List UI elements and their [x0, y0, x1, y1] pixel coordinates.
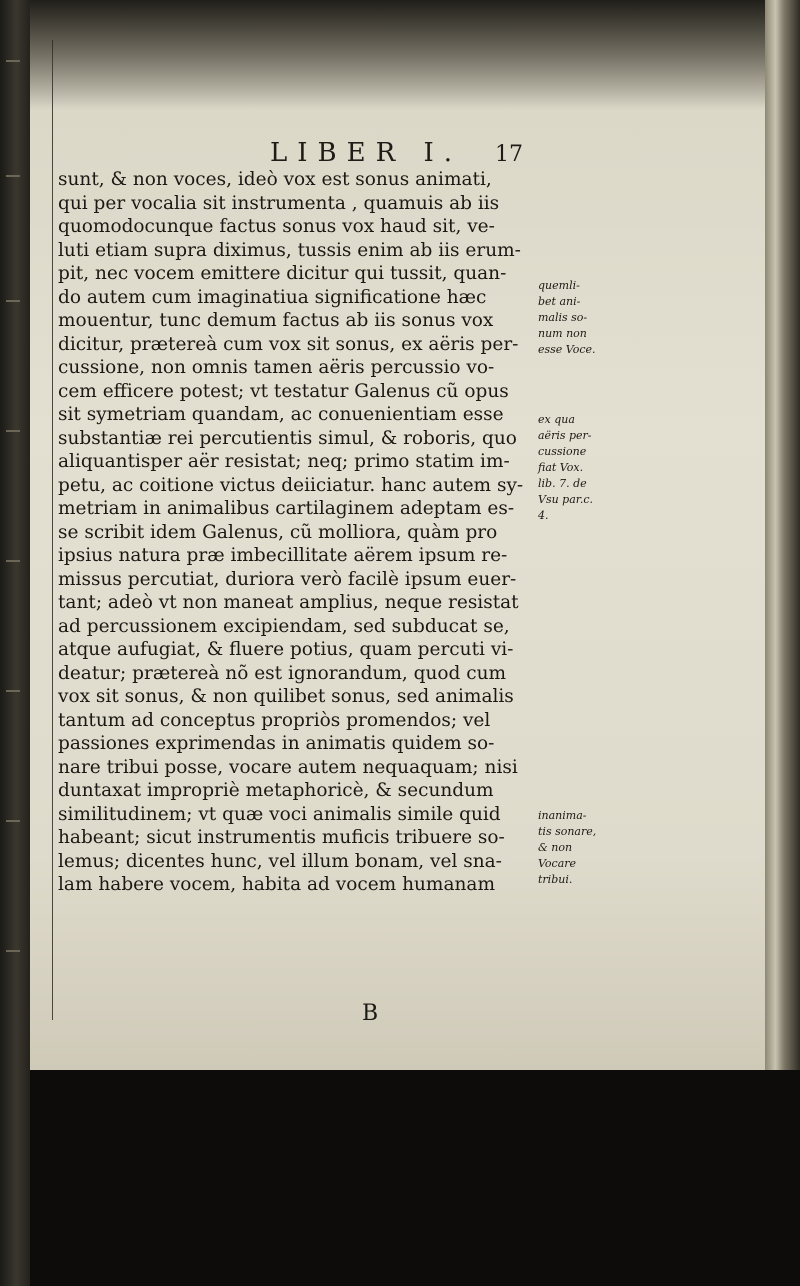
marginal-note-line: aëris per- — [538, 429, 592, 442]
text-line: cem efficere potest; vt testatur Galenus cũ opus — [58, 380, 509, 402]
marginal-note-line: quemli- — [538, 279, 580, 292]
text-line: duntaxat impropriè metaphoricè, & secundum — [58, 780, 494, 801]
text-line: petu, ac coitione victus deiiciatur. hanc autem sy- — [58, 474, 524, 496]
text-line: ad percussionem excipiendam, sed subducat se, — [58, 615, 510, 637]
text-line: mouentur, tunc demum factus ab iis sonus vox — [58, 310, 494, 331]
marginal-note-line: cussione — [538, 445, 587, 458]
text-line: nare tribui posse, vocare autem nequaquam; nisi — [58, 756, 518, 778]
text-line: se scribit idem Galenus, cũ molliora, quàm pro — [58, 521, 498, 543]
gutter-mark — [6, 175, 20, 177]
text-line: similitudinem; vt quæ voci animalis simile quid — [58, 803, 501, 825]
marginal-note-line: fiat Vox. — [538, 461, 584, 474]
text-line: do autem cum imaginatiua significatione hæc — [58, 286, 487, 308]
gutter-mark — [6, 690, 20, 692]
text-line: vox sit sonus, & non quilibet sonus, sed animalis — [58, 686, 514, 707]
text-line: qui per vocalia sit instrumenta , quamuis ab iis — [58, 192, 500, 214]
gutter-mark — [6, 300, 20, 302]
marginal-note-line: ex qua — [538, 413, 575, 426]
text-line: substantiæ rei percutientis simul, & roboris, quo — [58, 427, 517, 449]
text-line: atque aufugiat, & fluere potius, quam percuti vi- — [58, 639, 514, 660]
text-line: missus percutiat, duriora verò facilè ipsum euer- — [58, 568, 517, 590]
text-line: habeant; sicut instrumentis muficis tribuere so- — [58, 827, 505, 848]
body-text — [58, 168, 528, 897]
marginal-note-voice-of-animals — [538, 278, 596, 358]
gutter-mark — [6, 820, 20, 822]
text-line: cussione, non omnis tamen aëris percussio vo- — [58, 357, 495, 378]
gutter-mark — [6, 950, 20, 952]
gutter-mark — [6, 430, 20, 432]
page-number: 17 — [495, 142, 523, 167]
page-margin-rule — [52, 40, 53, 1020]
marginal-note-line: Vsu par.c. — [538, 493, 593, 506]
marginal-note-line: lib. 7. de — [538, 477, 587, 490]
text-line: ipsius natura præ imbecillitate aërem ipsum re- — [58, 545, 508, 566]
text-line: pit, nec vocem emittere dicitur qui tussit, quan- — [58, 263, 507, 284]
marginal-note-line: tis sonare, — [538, 825, 597, 838]
marginal-note-line: tribui. — [538, 873, 573, 886]
marginal-note-line: esse Voce. — [538, 343, 596, 356]
marginal-note-line: num non — [538, 327, 587, 340]
text-line: sunt, & non voces, ideò vox est sonus animati, — [58, 169, 492, 190]
marginal-note-air-percussion — [538, 412, 593, 524]
marginal-note-line: 4. — [538, 509, 549, 522]
left-binding-gutter — [0, 0, 30, 1286]
text-line: quomodocunque factus sonus vox haud sit, ve- — [58, 216, 495, 237]
marginal-note-inanimate-sound — [538, 808, 596, 888]
marginal-note-line: Vocare — [538, 857, 577, 870]
text-line: lam habere vocem, habita ad vocem humanam — [58, 874, 495, 895]
gutter-mark — [6, 560, 20, 562]
signature-mark: B — [362, 1001, 379, 1026]
text-line: metriam in animalibus cartilaginem adeptam es- — [58, 498, 515, 519]
text-line: dicitur, prætereà cum vox sit sonus, ex aëris per- — [58, 333, 519, 355]
marginal-note-line: inanima- — [538, 809, 587, 822]
page-top-shadow — [30, 0, 765, 110]
text-line: passiones exprimendas in animatis quidem so- — [58, 733, 495, 754]
marginal-note-line: bet ani- — [538, 295, 581, 308]
text-line: deatur; prætereà nõ est ignorandum, quod cum — [58, 662, 507, 684]
text-line: luti etiam supra diximus, tussis enim ab iis erum- — [58, 239, 521, 261]
page-right-edge — [765, 0, 800, 1070]
scan-background — [30, 1070, 800, 1286]
gutter-mark — [6, 60, 20, 62]
running-title: LIBER I. — [270, 138, 462, 168]
text-line: tant; adeò vt non maneat amplius, neque resistat — [58, 592, 519, 613]
text-line: lemus; dicentes hunc, vel illum bonam, vel sna- — [58, 850, 502, 872]
text-line: aliquantisper aër resistat; neq; primo statim im- — [58, 451, 510, 472]
text-line: sit symetriam quandam, ac conuenientiam esse — [58, 404, 504, 425]
text-line: tantum ad conceptus propriòs promendos; vel — [58, 709, 491, 731]
marginal-note-line: & non — [538, 841, 573, 854]
marginal-note-line: malis so- — [538, 311, 588, 324]
